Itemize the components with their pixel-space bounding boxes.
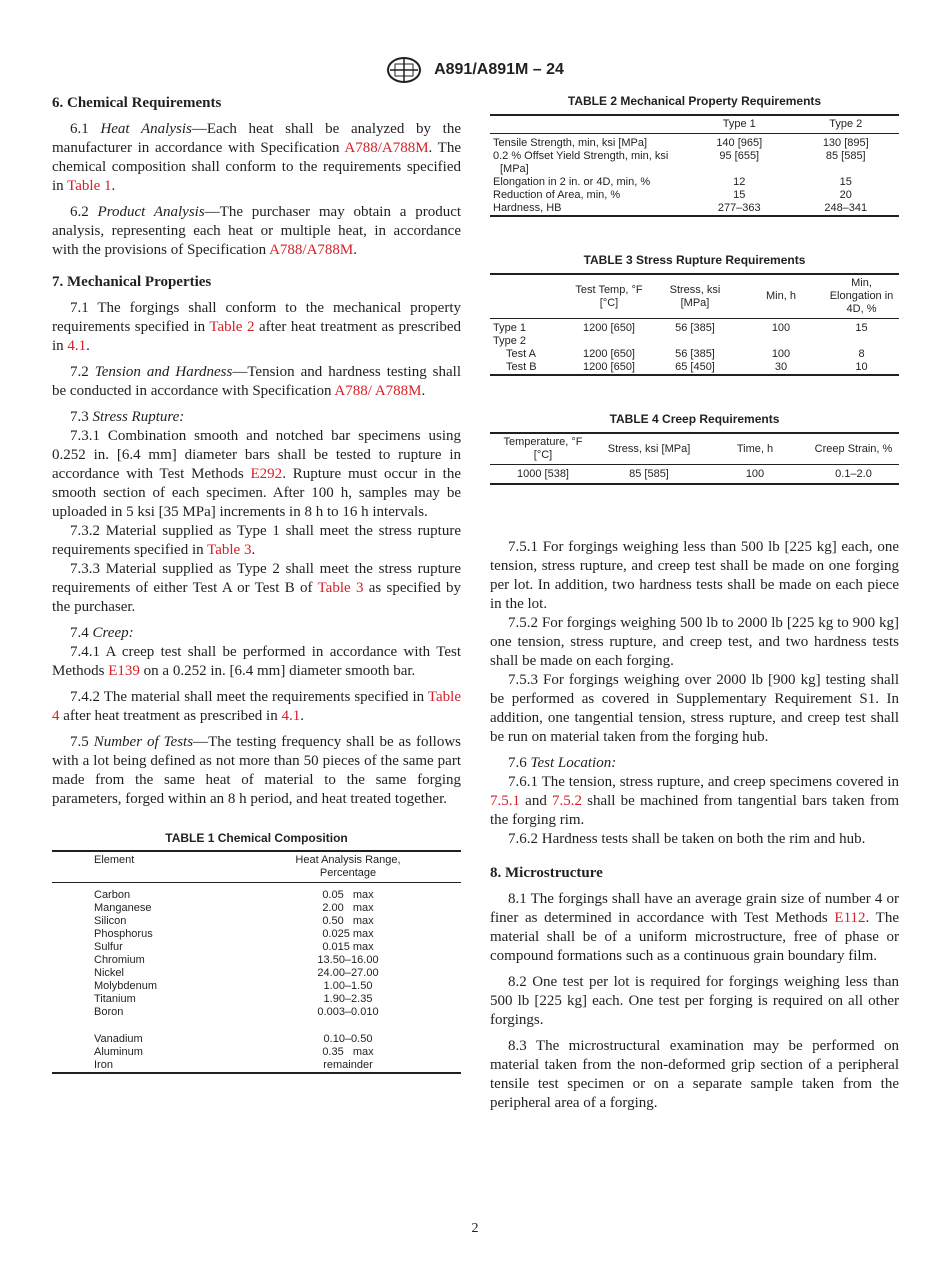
table-row: [490, 319, 899, 336]
para-text: and: [520, 793, 552, 809]
para-7-6-1: [490, 773, 899, 830]
table-row: [490, 465, 899, 485]
para-7-3: [52, 408, 461, 427]
para-text: 7.3.3 Material supplied as Type 2 shall meet the stress rupture requirements of either Test A or Test B of: [52, 561, 461, 596]
table-cell: [652, 335, 738, 348]
para-text: .: [86, 338, 90, 354]
table-cell: 1000 [538]: [490, 465, 596, 485]
para-text: on a 0.252 in. [6.4 mm] diameter smooth bar.: [139, 663, 416, 679]
para-text: . The material shall be of a uniform microstructure, free of phase or compound formations such as a continuous grain boundary film.: [490, 910, 899, 964]
link-a788[interactable]: A788/ A788M: [334, 383, 422, 399]
table-cell: 1200 [650]: [583, 322, 635, 334]
table-4-grid: [490, 432, 899, 485]
para-7-3-2: [52, 522, 461, 560]
table-row: [52, 1006, 461, 1019]
table-cell: 15: [839, 176, 852, 188]
table-row: [52, 954, 461, 967]
link-4-1[interactable]: 4.1: [67, 338, 87, 354]
para-text: .: [111, 178, 116, 194]
table-header: Stress, ksi [MPa]: [596, 433, 702, 465]
table-row: [52, 967, 461, 980]
table-cell: 0.10–0.50: [323, 1033, 373, 1045]
para-7-4-2: [52, 688, 461, 726]
table-cell: Chromium: [94, 954, 145, 966]
table-cell: 0.015 max: [322, 941, 374, 953]
table-cell: Vanadium: [94, 1033, 143, 1045]
para-text: .: [300, 708, 304, 724]
para-heading: Creep:: [92, 625, 134, 641]
table-header: Creep Strain, %: [808, 433, 899, 465]
table-cell: 15: [855, 322, 868, 334]
table-cell: Molybdenum: [94, 980, 157, 992]
table-header: Test Temp, °F [°C]: [566, 274, 652, 319]
table-cell: Sulfur: [94, 941, 123, 953]
table-cell: 0.05 max: [322, 889, 374, 901]
table-row: [52, 1033, 461, 1046]
table-cell: 1.00–1.50: [323, 980, 373, 992]
table-4: [490, 412, 899, 485]
para-text: —The testing frequency shall be as follows with a lot being defined as not more than 50 pieces of the same part made from the same heat of material to the same forging parameters, forged within an 8 h period, and heat treated together.: [52, 734, 462, 807]
para-text: 8.1 The forgings shall have an average grain size of number 4 or finer as determined in accordance with Test Methods: [490, 891, 899, 926]
para-number: 7.3: [70, 409, 93, 425]
para-text: .: [251, 542, 256, 558]
table-row: [52, 883, 461, 903]
table-cell: 2.00 max: [322, 902, 374, 914]
table-cell: Elongation in 2 in. or 4D, min, %: [493, 176, 651, 188]
table-4-caption: TABLE 4 Creep Requirements: [609, 412, 780, 426]
table-cell: Iron: [52, 1059, 280, 1073]
table-3-caption: TABLE 3 Stress Rupture Requirements: [583, 253, 806, 267]
para-number: 7.5: [70, 734, 94, 750]
para-number: 7.4: [70, 625, 93, 641]
table-cell: 248–341: [793, 202, 900, 216]
para-number: 7.6: [508, 755, 531, 771]
table-header: Element: [52, 851, 280, 883]
para-text: —Each heat shall be analyzed by the manufacturer in accordance with Specification: [52, 121, 462, 156]
table-cell: Carbon: [94, 889, 131, 901]
table-cell: 130 [895]: [822, 137, 869, 149]
para-number: 7.2: [70, 364, 95, 380]
para-heading: Stress Rupture:: [92, 409, 185, 425]
table-cell: [280, 1019, 461, 1033]
link-a788[interactable]: A788/A788M: [269, 242, 354, 258]
table-cell: Type 2: [493, 335, 527, 347]
section-6-title: 6. Chemical Requirements: [52, 95, 222, 111]
table-row: [52, 902, 461, 915]
para-text: 7.6.1 The tension, stress rupture, and creep specimens covered in: [508, 774, 899, 790]
document-designation: A891/A891M – 24: [434, 61, 564, 78]
table-row: [490, 335, 899, 348]
link-table-3[interactable]: Table 3: [317, 580, 364, 596]
table-cell: 0.025 max: [322, 928, 374, 940]
page-number: 2: [471, 1221, 479, 1236]
table-cell: 0.2 % Offset Yield Strength, min, ksi [MPa]: [493, 150, 669, 175]
table-header: Type 1: [686, 115, 793, 134]
table-cell: Titanium: [94, 993, 136, 1005]
link-7-5-1[interactable]: 7.5.1: [490, 793, 520, 809]
table-cell: 1200 [650]: [583, 348, 635, 360]
para-text: .: [421, 383, 426, 399]
right-column: [490, 92, 899, 1113]
para-text: as specified by the purchaser.: [52, 580, 462, 615]
table-cell: [738, 335, 824, 348]
table-cell: 0.003–0.010: [317, 1006, 379, 1018]
table-row: [52, 1019, 461, 1033]
table-cell: Tensile Strength, min, ksi [MPa]: [493, 137, 648, 149]
para-6-2: [52, 203, 461, 260]
table-cell: Type 1: [493, 322, 527, 334]
table-cell: 1.90–2.35: [323, 993, 373, 1005]
table-header: [490, 115, 686, 134]
page-header: [0, 56, 950, 84]
table-cell: 100: [771, 348, 791, 360]
para-7-4: [52, 624, 461, 643]
para-8-3: 8.3 The microstructural examination may be performed on material taken from the non-deformed grip section of a peripheral tensile test specimen or on a separate sample taken from the peripheral area of a forging.: [490, 1038, 899, 1111]
table-cell: 65 [450]: [652, 361, 738, 375]
para-7-1: [52, 299, 461, 356]
link-e112[interactable]: E112: [834, 910, 866, 926]
table-row: [52, 941, 461, 954]
table-row: [52, 993, 461, 1006]
table-cell: 30: [738, 361, 824, 375]
table-cell: 85 [585]: [825, 150, 866, 162]
para-7-5-1: 7.5.1 For forgings weighing less than 500 lb [225 kg] each, one tension, stress rupture, and creep test shall be made on one forging per lot. In addition, two hardness tests shall be made on each piece in the lot.: [490, 539, 899, 612]
para-7-4-1: [52, 643, 461, 681]
section-7-title: 7. Mechanical Properties: [52, 274, 212, 290]
table-cell: [566, 335, 652, 348]
table-1-grid: [52, 850, 461, 1074]
para-7-3-1: [52, 427, 461, 522]
table-row: [490, 134, 899, 151]
link-e139[interactable]: E139: [108, 663, 140, 679]
para-number: 6.1: [70, 121, 101, 137]
table-header: Stress, ksi [MPa]: [652, 274, 738, 319]
table-cell: 12: [733, 176, 746, 188]
link-e292[interactable]: E292: [250, 466, 283, 482]
para-heading: Test Location:: [530, 755, 617, 771]
para-heading: Number of Tests: [93, 734, 194, 750]
table-cell: Hardness, HB: [490, 202, 686, 216]
table-header: Time, h: [702, 433, 808, 465]
para-7-5-3: 7.5.3 For forgings weighing over 2000 lb [900 kg] testing shall be performed as covered in Supplementary Requirement S1. In addition, one tangential tension, stress rupture, and creep test shall be run on material taken from the forging hub.: [490, 672, 899, 745]
table-row: [52, 980, 461, 993]
link-7-5-2[interactable]: 7.5.2: [551, 793, 582, 809]
table-row: [490, 361, 899, 375]
para-number: 6.2: [70, 204, 98, 220]
link-table-2[interactable]: Table 2: [209, 319, 255, 335]
table-cell: 20: [839, 189, 852, 201]
para-heading: Tension and Hardness: [94, 364, 233, 380]
section-8-title: 8. Microstructure: [490, 865, 603, 881]
table-cell: Test A: [506, 348, 536, 360]
table-cell: 95 [655]: [719, 150, 760, 162]
para-6-1: [52, 120, 461, 196]
para-7-3-3: [52, 560, 461, 617]
table-cell: Phosphorus: [94, 928, 153, 940]
table-cell: remainder: [280, 1059, 461, 1073]
table-cell: 1200 [650]: [566, 361, 652, 375]
para-text: . The chemical composition shall conform to the requirements specified in: [52, 140, 461, 194]
table-cell: [824, 335, 899, 348]
para-heading: Heat Analysis: [100, 121, 192, 137]
table-row: [490, 202, 899, 216]
table-header: [490, 274, 566, 319]
table-header: Type 2: [793, 115, 900, 134]
link-table-3[interactable]: Table 3: [207, 542, 252, 558]
table-cell: 0.50 max: [322, 915, 374, 927]
table-3-grid: [490, 273, 899, 376]
table-2-grid: [490, 114, 899, 217]
table-header: Temperature, °F [°C]: [490, 433, 596, 465]
right-text: [490, 538, 899, 1113]
table-cell: 100: [771, 322, 791, 334]
table-cell: 10: [824, 361, 899, 375]
table-2: [490, 94, 899, 217]
table-cell: 277–363: [686, 202, 793, 216]
para-text: 7.3.2 Material supplied as Type 1 shall meet the stress rupture requirements specified in: [52, 523, 461, 558]
astm-logo-icon: [386, 56, 422, 84]
para-text: 7.3.1 Combination smooth and notched bar specimens using 0.252 in. [6.4 mm] diameter bars shall be tested to rupture in accordance with Test Methods: [52, 428, 461, 482]
table-cell: 24.00–27.00: [317, 967, 379, 979]
link-a788[interactable]: A788/A788M: [344, 140, 429, 156]
table-cell: Aluminum: [94, 1046, 143, 1058]
para-7-5: [52, 733, 461, 809]
para-text: 7.1 The forgings shall conform to the mechanical property requirements specified in: [52, 300, 461, 335]
table-header: Min, Elongation in 4D, %: [824, 274, 899, 319]
para-7-6-2: 7.6.2 Hardness tests shall be taken on both the rim and hub.: [508, 831, 866, 847]
table-row: [52, 915, 461, 928]
para-7-2: [52, 363, 461, 401]
table-cell: 0.35 max: [322, 1046, 374, 1058]
table-cell: Reduction of Area, min, %: [493, 189, 621, 201]
table-header: Heat Analysis Range, Percentage: [280, 851, 461, 883]
table-3: [490, 253, 899, 376]
table-cell: Nickel: [94, 967, 124, 979]
table-cell: 56 [385]: [675, 348, 715, 360]
table-cell: 8: [858, 348, 865, 360]
table-cell: [52, 1019, 280, 1033]
table-cell: 0.1–2.0: [808, 465, 899, 485]
para-text: —The purchaser may obtain a product analysis, representing each heat or multiple heat, in accordance with the provisions of Specification: [52, 204, 462, 258]
table-row: [490, 176, 899, 189]
table-cell: Boron: [94, 1006, 124, 1018]
table-cell: Test B: [490, 361, 566, 375]
table-row: [52, 1046, 461, 1059]
para-text: after heat treatment as prescribed in: [59, 708, 282, 724]
para-8-2: 8.2 One test per lot is required for forgings weighing less than 500 lb [225 kg] each. One test per forging is required on all other forgings.: [490, 974, 899, 1028]
para-text: 7.4.1 A creep test shall be performed in accordance with Test Methods: [52, 644, 461, 679]
link-table-1[interactable]: Table 1: [67, 178, 112, 194]
table-header: Min, h: [738, 274, 824, 319]
para-heading: Product Analysis: [97, 204, 205, 220]
table-cell: 56 [385]: [675, 322, 715, 334]
table-row: [52, 928, 461, 941]
table-cell: Manganese: [94, 902, 152, 914]
para-text: after heat treatment as prescribed in: [52, 319, 462, 354]
para-text: shall be machined from tangential bars taken from the forging rim.: [490, 793, 899, 828]
left-column: [52, 92, 461, 1074]
table-row: [52, 1059, 461, 1073]
table-cell: 100: [702, 465, 808, 485]
table-row: [490, 348, 899, 361]
para-8-1: [490, 890, 899, 966]
table-cell: 15: [733, 189, 746, 201]
para-text: .: [353, 242, 357, 258]
table-1: [52, 831, 461, 1074]
table-cell: Silicon: [94, 915, 127, 927]
table-cell: 140 [965]: [716, 137, 763, 149]
para-text: 7.4.2 The material shall meet the requirements specified in: [70, 689, 428, 705]
table-row: [490, 189, 899, 202]
para-7-6: [490, 754, 899, 773]
table-cell: 85 [585]: [596, 465, 702, 485]
link-table-4[interactable]: Table 4: [52, 689, 461, 724]
table-cell: 13.50–16.00: [317, 954, 379, 966]
para-text: —Tension and hardness testing shall be conducted in accordance with Specification: [52, 364, 462, 399]
table-2-caption: TABLE 2 Mechanical Property Requirements: [567, 94, 822, 108]
para-text: . Rupture must occur in the smooth section of each specimen. After 100 h, samples may be uploaded in 5 ksi [35 MPa] increments in 8 h to 16 h intervals.: [52, 466, 461, 520]
table-1-caption: TABLE 1 Chemical Composition: [165, 831, 348, 845]
link-4-1[interactable]: 4.1: [281, 708, 301, 724]
para-7-5-2: 7.5.2 For forgings weighing 500 lb to 2000 lb [225 kg to 900 kg] one tension, stress rupture, and creep test, and two hardness tests shall be made on each forging.: [490, 615, 899, 669]
table-row: [490, 150, 899, 176]
